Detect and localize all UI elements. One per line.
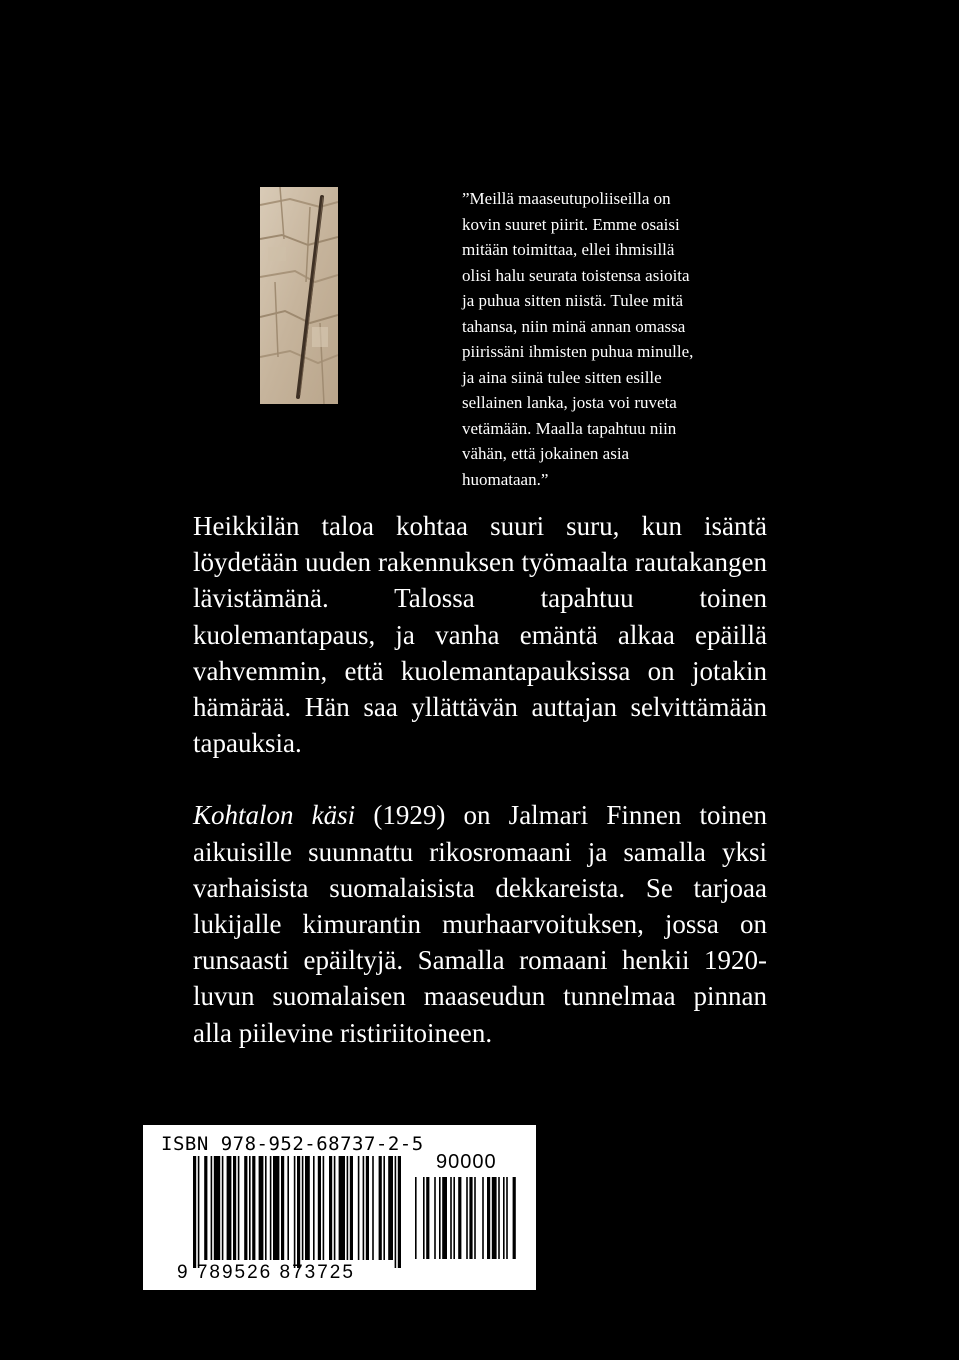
barcode-bar bbox=[492, 1177, 497, 1259]
blurb-paragraph-2-text: (1929) on Jalmari Finnen toinen aikuisille suunnattu rikosromaani ja samalla yksi varhaisista suomalaisista dekkareista. Se tarjoaa lukijalle kimurantin murhaarvoituksen, jossa on runsaasti epäiltyjä. Samalla romaani henkii 1920-luvun suomalaisen maaseudun tunnelmaa pinnan alla piilevine ristiriitoineen. bbox=[193, 800, 767, 1048]
barcode-bar bbox=[204, 1156, 207, 1260]
barcode-bar bbox=[233, 1156, 236, 1260]
barcode-bar bbox=[193, 1156, 196, 1268]
barcode-bar bbox=[358, 1156, 360, 1260]
stone-wall-rod-image bbox=[260, 187, 338, 404]
barcode-bar bbox=[214, 1156, 220, 1260]
quote-line: piirissäni ihmisten puhua minulle, bbox=[462, 342, 694, 361]
quote-line: ”Meillä maaseutupoliiseilla on bbox=[462, 189, 671, 208]
barcode-bar bbox=[498, 1177, 500, 1259]
quote-line: vähän, että jokainen asia bbox=[462, 444, 630, 463]
blurb-paragraph-2 bbox=[193, 797, 767, 1050]
quote-line: huomataan.” bbox=[462, 469, 549, 489]
barcode-bar bbox=[482, 1177, 484, 1259]
quote-line: kovin suuret piirit. Emme osaisi bbox=[462, 214, 680, 234]
barcode-bar bbox=[281, 1156, 284, 1260]
barcode-bar bbox=[379, 1156, 382, 1260]
quote-line: sellainen lanka, josta voi ruveta bbox=[462, 393, 677, 412]
barcode-bar bbox=[287, 1156, 289, 1260]
barcode-bar bbox=[513, 1177, 516, 1259]
back-cover-blurb bbox=[193, 508, 767, 1051]
barcode-bar bbox=[442, 1177, 447, 1259]
isbn-barcode bbox=[143, 1125, 536, 1290]
barcode-bar bbox=[294, 1156, 296, 1268]
barcode-bar bbox=[434, 1177, 436, 1259]
quote-line: ja aina siinä tulee sitten esille bbox=[462, 367, 662, 387]
barcode-bar bbox=[350, 1156, 353, 1260]
barcode-bar bbox=[503, 1177, 505, 1259]
barcode-bar bbox=[423, 1177, 425, 1259]
barcode-bar bbox=[302, 1156, 304, 1260]
barcode-bar bbox=[372, 1156, 374, 1260]
barcode-bar bbox=[426, 1177, 429, 1259]
quote-line: tahansa, niin minä annan omassa bbox=[462, 316, 686, 336]
barcode-bar bbox=[363, 1156, 365, 1260]
barcode-bar bbox=[487, 1177, 490, 1259]
isbn-label: ISBN 978-952-68737-2-5 bbox=[161, 1133, 424, 1155]
barcode-bar bbox=[313, 1156, 315, 1260]
barcode-bar bbox=[259, 1156, 264, 1260]
barcode-bar bbox=[252, 1156, 255, 1260]
barcode-bar bbox=[450, 1177, 452, 1259]
quote-line: olisi halu seurata toistensa asioita bbox=[462, 265, 690, 285]
barcode-bar bbox=[474, 1177, 476, 1259]
ean-digits: 9 789526 873725 bbox=[177, 1262, 355, 1283]
blurb-paragraph-1: Heikkilän taloa kohtaa suuri suru, kun isäntä löydetään uuden rakennuksen työmaalta rautakangen lävistämänä. Talossa tapahtuu toinen kuolemantapaus, ja vanha emäntä alkaa epäillä vahvemmin, että kuolemantapauksissa on jotakin hämärää. Hän saa yllättävän auttajan selvittämään tapauksia. bbox=[193, 511, 767, 759]
barcode-bar bbox=[318, 1156, 321, 1260]
barcode-bar bbox=[273, 1156, 279, 1260]
price-code: 90000 bbox=[436, 1151, 497, 1173]
barcode-bar bbox=[297, 1156, 300, 1268]
quote-line: mitään toimittaa, ellei ihmisillä bbox=[462, 240, 675, 259]
barcode-bar bbox=[469, 1177, 472, 1259]
book-title: Kohtalon käsi bbox=[193, 800, 356, 831]
barcode-bar bbox=[415, 1177, 417, 1259]
barcode-bar bbox=[222, 1156, 224, 1260]
barcode-bar bbox=[506, 1177, 508, 1259]
barcode-bar bbox=[388, 1156, 393, 1260]
barcode-bar bbox=[244, 1156, 247, 1260]
barcode-bar bbox=[323, 1156, 325, 1260]
barcode-bar bbox=[227, 1156, 232, 1260]
barcode-bar bbox=[398, 1156, 401, 1268]
barcode-bar bbox=[334, 1156, 336, 1260]
quote-block bbox=[462, 186, 762, 492]
barcode-bar bbox=[439, 1177, 441, 1259]
barcode-bar bbox=[305, 1156, 310, 1260]
barcode-bar bbox=[339, 1156, 345, 1260]
barcode-bar bbox=[395, 1156, 397, 1268]
barcode-bar bbox=[366, 1156, 369, 1260]
quote-line: vetämään. Maalla tapahtuu niin bbox=[462, 418, 677, 438]
barcode-bar bbox=[329, 1156, 332, 1260]
barcode-bar bbox=[270, 1156, 272, 1260]
barcode-bar bbox=[458, 1177, 461, 1259]
barcode-bar bbox=[198, 1156, 200, 1268]
barcode-bar bbox=[347, 1156, 349, 1260]
barcode-bar bbox=[249, 1156, 251, 1260]
quote-line: ja puhua sitten niistä. Tulee mitä bbox=[462, 291, 683, 310]
barcode-bar bbox=[265, 1156, 267, 1260]
cover-photo bbox=[260, 187, 338, 404]
barcode-bar bbox=[453, 1177, 455, 1259]
barcode-bar bbox=[238, 1156, 240, 1260]
barcode-bar bbox=[466, 1177, 468, 1259]
barcode-bar bbox=[383, 1156, 385, 1260]
barcode-bar bbox=[211, 1156, 213, 1260]
